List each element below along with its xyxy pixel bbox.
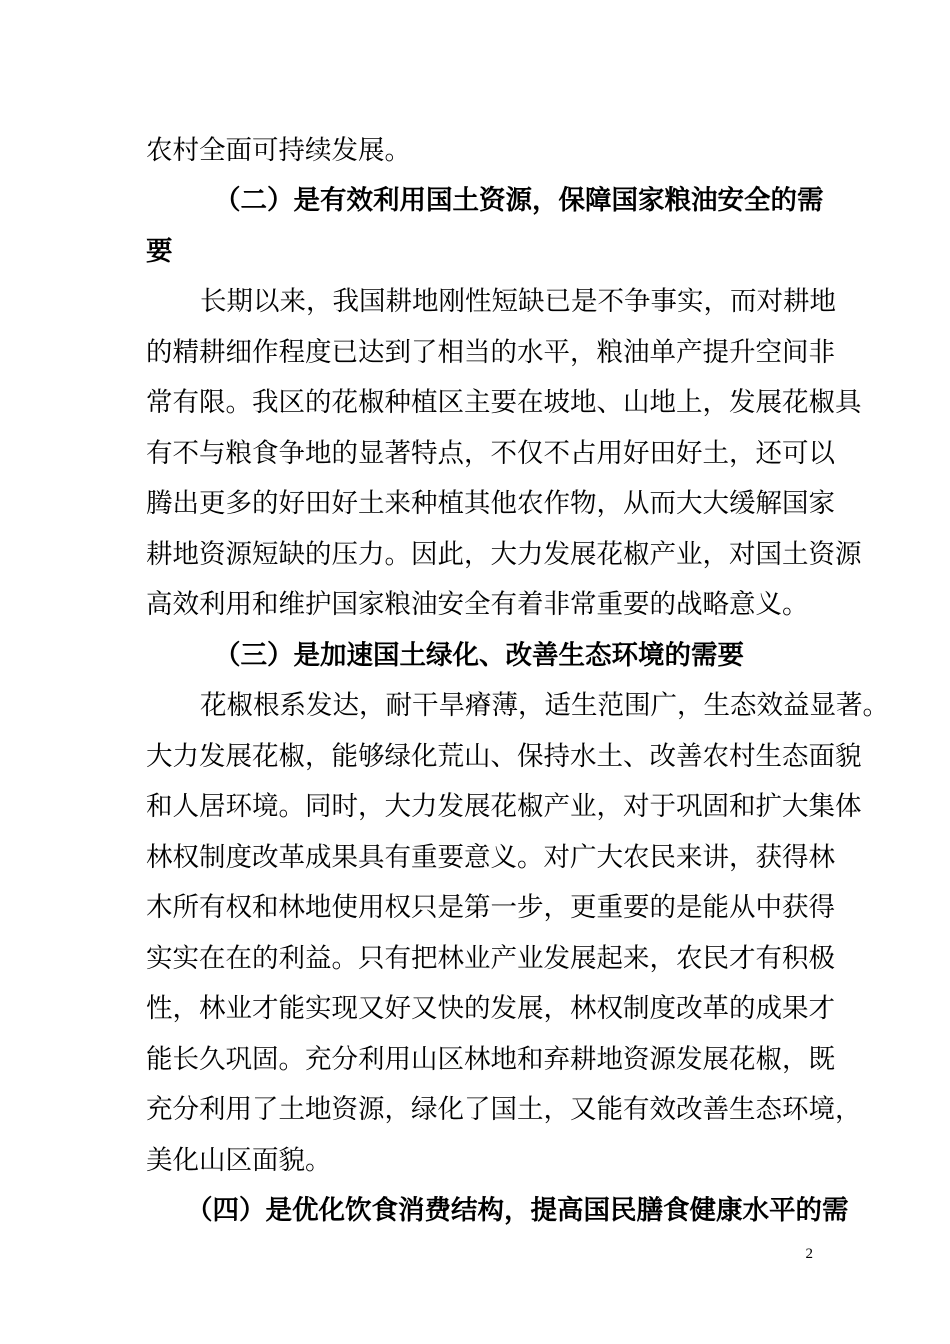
body-text-line: 高效利用和维护国家粮油安全有着非常重要的战略意义。 bbox=[146, 589, 809, 620]
section-heading-2: （二）是有效利用国土资源，保障国家粮油安全的需 bbox=[214, 185, 824, 216]
body-text-line: 花椒根系发达，耐干旱瘠薄，适生范围广，生态效益显著。 bbox=[200, 690, 889, 721]
body-text-line: 实实在在的利益。只有把林业产业发展起来，农民才有积极 bbox=[146, 943, 835, 974]
body-text-line: 大力发展花椒，能够绿化荒山、保持水土、改善农村生态面貌 bbox=[146, 741, 862, 772]
body-text-line: 和人居环境。同时，大力发展花椒产业，对于巩固和扩大集体 bbox=[146, 791, 862, 822]
body-text-line: 充分利用了土地资源，绿化了国土，又能有效改善生态环境， bbox=[146, 1094, 862, 1125]
body-text-line: 性，林业才能实现又好又快的发展，林权制度改革的成果才 bbox=[146, 993, 835, 1024]
body-text-line: 常有限。我区的花椒种植区主要在坡地、山地上，发展花椒具 bbox=[146, 387, 862, 418]
page-number: 2 bbox=[805, 1246, 813, 1262]
section-heading-2-cont: 要 bbox=[146, 236, 173, 267]
body-text-line: 林权制度改革成果具有重要意义。对广大农民来讲，获得林 bbox=[146, 842, 835, 873]
section-heading-4: （四）是优化饮食消费结构，提高国民膳食健康水平的需 bbox=[186, 1195, 849, 1226]
body-text-line: 耕地资源短缺的压力。因此，大力发展花椒产业，对国土资源 bbox=[146, 539, 862, 570]
section-heading-3: （三）是加速国土绿化、改善生态环境的需要 bbox=[214, 640, 744, 671]
body-text-line: 腾出更多的好田好土来种植其他农作物，从而大大缓解国家 bbox=[146, 488, 835, 519]
body-text-line: 农村全面可持续发展。 bbox=[146, 135, 411, 166]
body-text-line: 有不与粮食争地的显著特点，不仅不占用好田好土，还可以 bbox=[146, 438, 835, 469]
body-text-line: 能长久巩固。充分利用山区林地和弃耕地资源发展花椒，既 bbox=[146, 1044, 835, 1075]
body-text-line: 的精耕细作程度已达到了相当的水平，粮油单产提升空间非 bbox=[146, 337, 835, 368]
body-text-line: 长期以来，我国耕地刚性短缺已是不争事实，而对耕地 bbox=[200, 286, 836, 317]
body-text-line: 美化山区面貌。 bbox=[146, 1145, 332, 1176]
body-text-line: 木所有权和林地使用权只是第一步，更重要的是能从中获得 bbox=[146, 892, 835, 923]
